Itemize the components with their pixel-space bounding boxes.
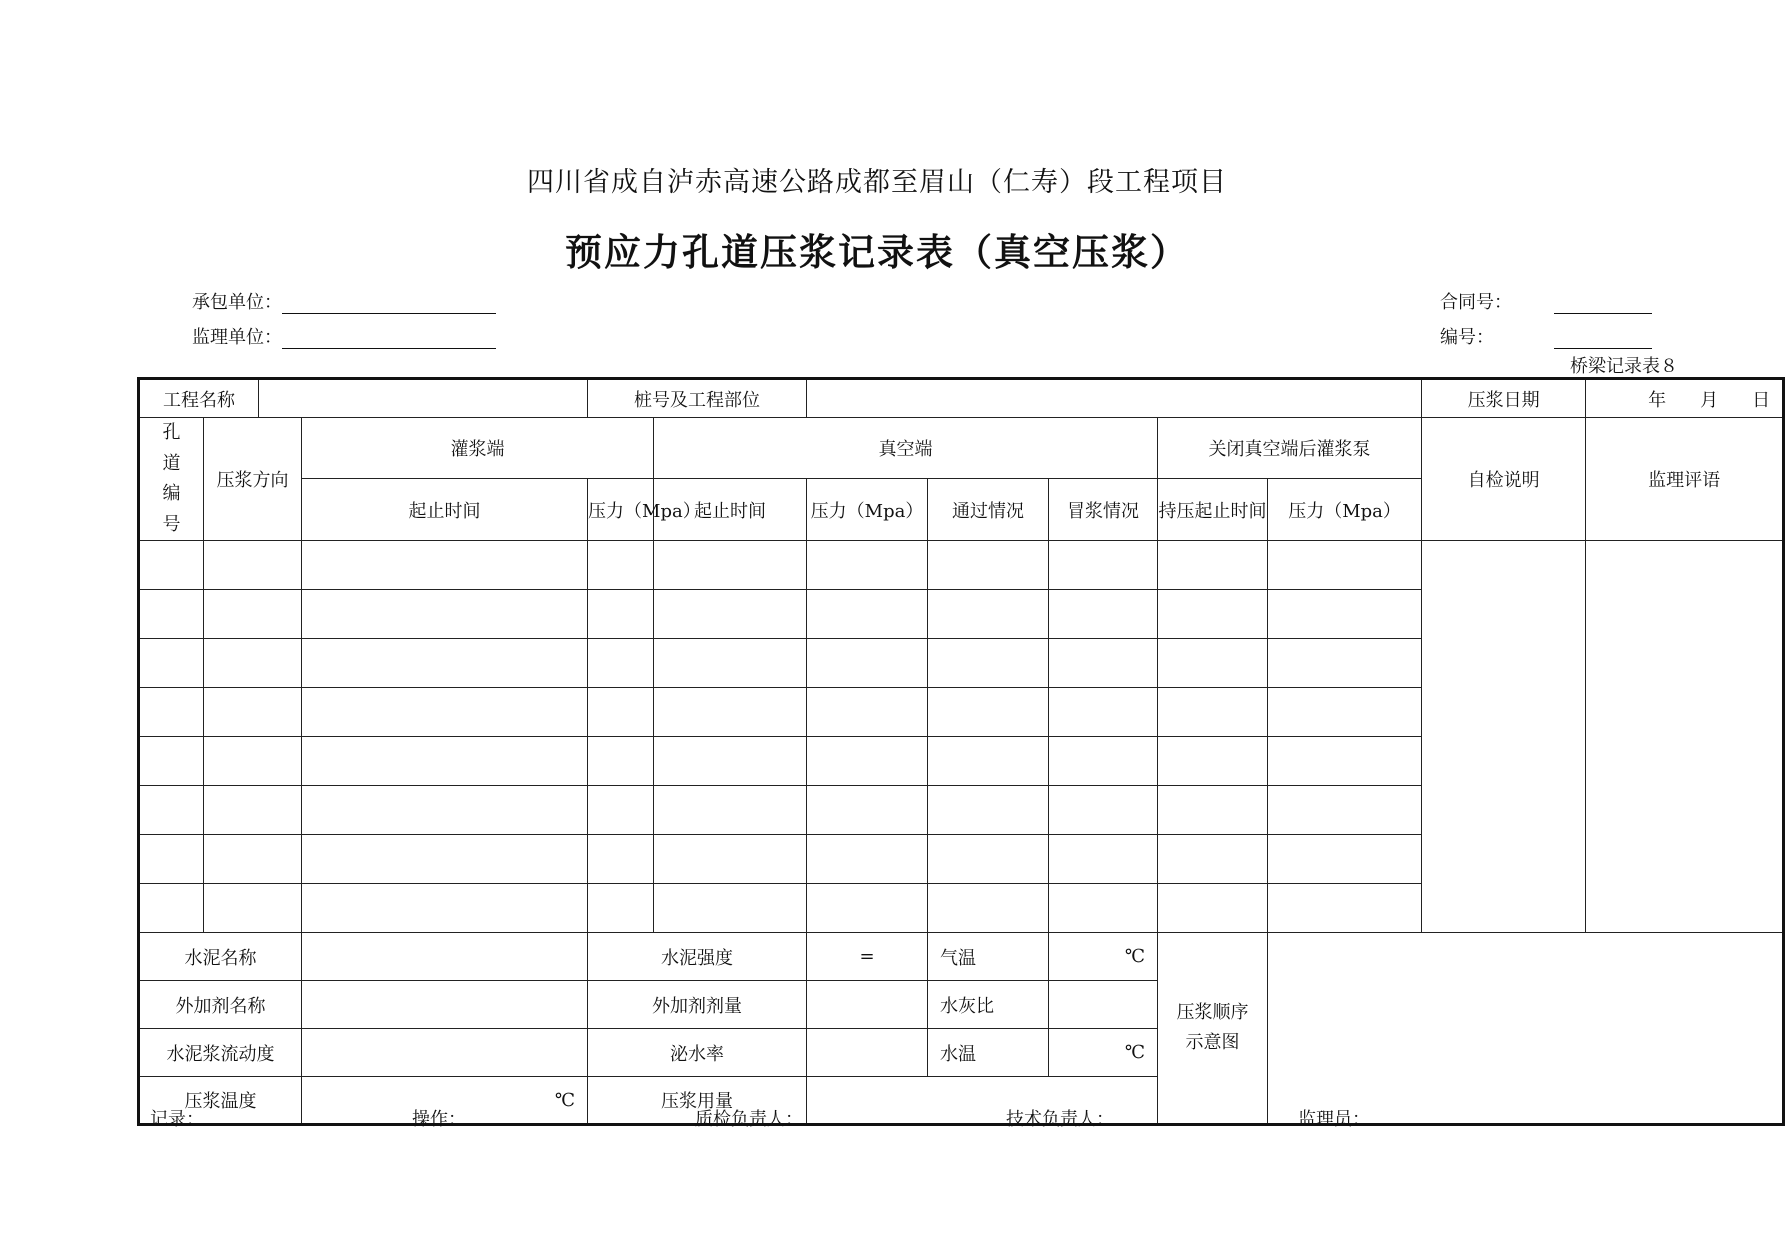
- vacuum-pressure-cell[interactable]: [807, 688, 928, 737]
- direction-cell[interactable]: [204, 786, 302, 835]
- contractor-label: 承包单位：: [192, 292, 282, 313]
- direction-header: 压浆方向: [204, 418, 302, 541]
- supervisor-label: 监理单位：: [192, 327, 282, 348]
- air-temp-value[interactable]: [1049, 933, 1158, 981]
- date-label: 压浆日期: [1422, 379, 1586, 418]
- direction-cell[interactable]: [204, 737, 302, 786]
- overflow-status-cell[interactable]: [1049, 639, 1158, 688]
- overflow-status-cell[interactable]: [1049, 590, 1158, 639]
- hold-pressure-cell[interactable]: [1268, 884, 1422, 933]
- grout-pressure-cell[interactable]: [588, 639, 654, 688]
- vacuum-time-cell[interactable]: [654, 639, 807, 688]
- hold-time-cell[interactable]: [1158, 688, 1268, 737]
- hole-no-cell[interactable]: [139, 541, 204, 590]
- vacuum-time-cell[interactable]: [654, 688, 807, 737]
- celsius-unit: ℃: [1124, 1042, 1146, 1064]
- grouting-sequence-label: 压浆顺序示意图: [1158, 933, 1268, 1125]
- water-temp-value[interactable]: [1049, 1029, 1158, 1077]
- pass-status-cell[interactable]: [928, 639, 1049, 688]
- vacuum-pressure-cell[interactable]: [807, 835, 928, 884]
- supervisor-field: [192, 323, 496, 349]
- overflow-status-cell[interactable]: [1049, 786, 1158, 835]
- vacuum-time-cell[interactable]: [654, 541, 807, 590]
- overflow-status-header: 冒浆情况: [1049, 479, 1158, 541]
- water-cement-ratio-value[interactable]: [1049, 981, 1158, 1029]
- vacuum-pressure-cell[interactable]: [807, 541, 928, 590]
- admixture-name-value[interactable]: [302, 981, 588, 1029]
- hole-no-cell[interactable]: [139, 884, 204, 933]
- cement-strength-label: 水泥强度: [588, 933, 807, 981]
- hole-no-cell[interactable]: [139, 688, 204, 737]
- vacuum-pressure-header: 压力（Mpa）: [807, 479, 928, 541]
- grout-time-cell[interactable]: [302, 786, 588, 835]
- grout-pressure-cell[interactable]: [588, 786, 654, 835]
- grout-end-header: 灌浆端: [302, 418, 654, 479]
- celsius-unit: ℃: [554, 1089, 576, 1111]
- project-name-value[interactable]: [259, 379, 588, 418]
- date-value[interactable]: [1586, 379, 1784, 418]
- vacuum-time-cell[interactable]: [654, 884, 807, 933]
- cement-name-label: 水泥名称: [139, 933, 302, 981]
- contractor-field: [192, 288, 496, 314]
- water-temp-label: 水温: [928, 1029, 1049, 1077]
- vacuum-time-cell[interactable]: [654, 835, 807, 884]
- supervision-header: 监理评语: [1586, 418, 1784, 541]
- grouting-record-table: [137, 377, 1785, 1126]
- hold-time-cell[interactable]: [1158, 884, 1268, 933]
- supervisor-input-line[interactable]: [282, 328, 496, 349]
- cement-strength-value[interactable]: =: [807, 933, 928, 981]
- date-day: 日: [1752, 389, 1771, 411]
- header-row-1: [139, 418, 1784, 479]
- overflow-status-cell[interactable]: [1049, 835, 1158, 884]
- hold-pressure-cell[interactable]: [1268, 835, 1422, 884]
- direction-cell[interactable]: [204, 688, 302, 737]
- hole-no-cell[interactable]: [139, 590, 204, 639]
- bleeding-rate-value[interactable]: [807, 1029, 928, 1077]
- grout-pressure-cell[interactable]: [588, 688, 654, 737]
- direction-cell[interactable]: [204, 884, 302, 933]
- grouting-sequence-diagram[interactable]: [1268, 933, 1784, 1125]
- hold-time-header: 持压起止时间: [1158, 479, 1268, 541]
- grout-time-cell[interactable]: [302, 884, 588, 933]
- date-month: 月: [1700, 389, 1719, 411]
- direction-cell[interactable]: [204, 639, 302, 688]
- supervision-cell[interactable]: [1586, 541, 1784, 933]
- grout-time-cell[interactable]: [302, 590, 588, 639]
- self-check-cell[interactable]: [1422, 541, 1586, 933]
- admixture-name-label: 外加剂名称: [139, 981, 302, 1029]
- vacuum-time-cell[interactable]: [654, 737, 807, 786]
- grout-amount-label: 压浆用量: [588, 1077, 807, 1125]
- vacuum-pressure-cell[interactable]: [807, 786, 928, 835]
- footer-operation: 操作：: [412, 1109, 466, 1130]
- overflow-status-cell[interactable]: [1049, 884, 1158, 933]
- bleeding-rate-label: 泌水率: [588, 1029, 807, 1077]
- form-number: 桥梁记录表８: [1570, 356, 1678, 377]
- vacuum-pressure-cell[interactable]: [807, 590, 928, 639]
- contract-no-field: [1440, 288, 1652, 314]
- pass-status-cell[interactable]: [928, 884, 1049, 933]
- form-title: 预应力孔道压浆记录表（真空压浆）: [565, 230, 1189, 274]
- contract-no-label: 合同号：: [1440, 292, 1512, 313]
- hole-no-cell[interactable]: [139, 835, 204, 884]
- footer-record: 记录：: [150, 1109, 204, 1130]
- station-value[interactable]: [807, 379, 1422, 418]
- pass-status-cell[interactable]: [928, 786, 1049, 835]
- contractor-input-line[interactable]: [282, 293, 496, 314]
- hold-pressure-header: 压力（Mpa）: [1268, 479, 1422, 541]
- footer-tech-lead: 技术负责人：: [1006, 1109, 1114, 1130]
- hold-pressure-cell[interactable]: [1268, 590, 1422, 639]
- grout-time-cell[interactable]: [302, 541, 588, 590]
- station-label: 桩号及工程部位: [588, 379, 807, 418]
- close-vacuum-header: 关闭真空端后灌浆泵: [1158, 418, 1422, 479]
- water-cement-ratio-label: 水灰比: [928, 981, 1049, 1029]
- grout-pressure-cell[interactable]: [588, 541, 654, 590]
- grout-time-cell[interactable]: [302, 688, 588, 737]
- grout-pressure-header: 压力（Mpa）: [588, 479, 654, 541]
- cement-name-value[interactable]: [302, 933, 588, 981]
- footer-qc-lead: 质检负责人：: [695, 1109, 803, 1130]
- vacuum-end-header: 真空端: [654, 418, 1158, 479]
- grout-start-stop-header: 起止时间: [302, 479, 588, 541]
- materials-row-1: [139, 933, 1784, 981]
- vacuum-time-cell[interactable]: [654, 786, 807, 835]
- grout-time-cell[interactable]: [302, 835, 588, 884]
- hold-pressure-cell[interactable]: [1268, 737, 1422, 786]
- overflow-status-cell[interactable]: [1049, 737, 1158, 786]
- hold-pressure-cell[interactable]: [1268, 541, 1422, 590]
- grout-time-cell[interactable]: [302, 737, 588, 786]
- hold-pressure-cell[interactable]: [1268, 786, 1422, 835]
- hole-no-header: 孔道编号: [139, 418, 204, 541]
- date-year: 年: [1648, 389, 1667, 411]
- hole-no-cell[interactable]: [139, 786, 204, 835]
- hold-time-cell[interactable]: [1158, 590, 1268, 639]
- pass-status-cell[interactable]: [928, 737, 1049, 786]
- vacuum-start-stop-header: 起止时间: [654, 479, 807, 541]
- hold-time-cell[interactable]: [1158, 835, 1268, 884]
- direction-cell[interactable]: [204, 590, 302, 639]
- pass-status-cell[interactable]: [928, 590, 1049, 639]
- celsius-unit: ℃: [1124, 946, 1146, 968]
- serial-no-input-line[interactable]: [1554, 328, 1652, 349]
- project-title: 四川省成自泸赤高速公路成都至眉山（仁寿）段工程项目: [527, 167, 1227, 198]
- admixture-dosage-value[interactable]: [807, 981, 928, 1029]
- hold-time-cell[interactable]: [1158, 786, 1268, 835]
- overflow-status-cell[interactable]: [1049, 541, 1158, 590]
- self-check-header: 自检说明: [1422, 418, 1586, 541]
- grout-pressure-cell[interactable]: [588, 590, 654, 639]
- vacuum-pressure-cell[interactable]: [807, 884, 928, 933]
- air-temp-label: 气温: [928, 933, 1049, 981]
- table-row: [139, 541, 1784, 590]
- pass-status-header: 通过情况: [928, 479, 1049, 541]
- hold-pressure-cell[interactable]: [1268, 639, 1422, 688]
- grout-time-cell[interactable]: [302, 639, 588, 688]
- vacuum-time-cell[interactable]: [654, 590, 807, 639]
- hold-pressure-cell[interactable]: [1268, 688, 1422, 737]
- hold-time-cell[interactable]: [1158, 639, 1268, 688]
- grout-pressure-cell[interactable]: [588, 737, 654, 786]
- hole-no-cell[interactable]: [139, 639, 204, 688]
- pass-status-cell[interactable]: [928, 541, 1049, 590]
- pass-status-cell[interactable]: [928, 688, 1049, 737]
- serial-no-field: [1440, 323, 1652, 349]
- hold-time-cell[interactable]: [1158, 541, 1268, 590]
- top-info-row: [139, 379, 1784, 418]
- slurry-fluidity-value[interactable]: [302, 1029, 588, 1077]
- hole-no-cell[interactable]: [139, 737, 204, 786]
- direction-cell[interactable]: [204, 835, 302, 884]
- hold-time-cell[interactable]: [1158, 737, 1268, 786]
- slurry-fluidity-label: 水泥浆流动度: [139, 1029, 302, 1077]
- grout-pressure-cell[interactable]: [588, 884, 654, 933]
- grout-temp-label: 压浆温度: [139, 1077, 302, 1125]
- contract-no-input-line[interactable]: [1554, 293, 1652, 314]
- project-name-label: 工程名称: [139, 379, 259, 418]
- admixture-dosage-label: 外加剂剂量: [588, 981, 807, 1029]
- footer-supervisor: 监理员：: [1298, 1109, 1370, 1130]
- pass-status-cell[interactable]: [928, 835, 1049, 884]
- overflow-status-cell[interactable]: [1049, 688, 1158, 737]
- serial-no-label: 编号：: [1440, 327, 1494, 348]
- vacuum-pressure-cell[interactable]: [807, 639, 928, 688]
- vacuum-pressure-cell[interactable]: [807, 737, 928, 786]
- direction-cell[interactable]: [204, 541, 302, 590]
- grout-pressure-cell[interactable]: [588, 835, 654, 884]
